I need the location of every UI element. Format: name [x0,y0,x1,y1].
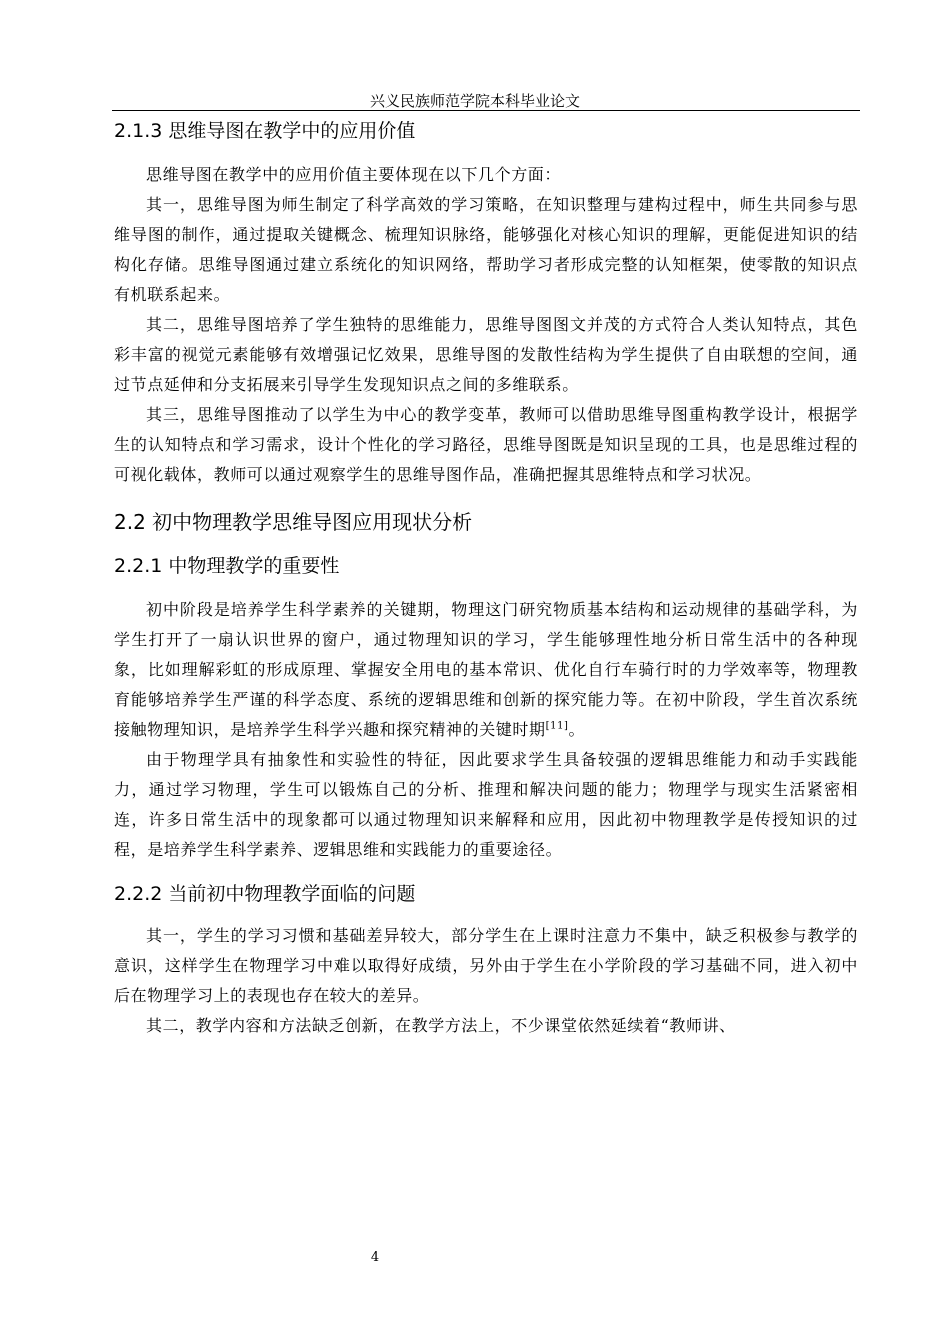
paragraph-text: 初中阶段是培养学生科学素养的关键期，物理这门研究物质基本结构和运动规律的基础学科，为学生打开了一扇认识世界的窗户，通过物理知识的学习，学生能够理性地分析日常生活中的各种现象，比如理解彩虹的形成原理、掌握安全用电的基本常识、优化自行车骑行时的力学效率等，物理教育能够培养学生严谨的科学态度、系统的逻辑思维和创新的探究能力等。在初中阶段，学生首次系统接触物理知识，是培养学生科学兴趣和探究精神的关键时期 [114,600,858,739]
heading-2-2-1: 2.2.1 中物理教学的重要性 [114,555,340,577]
body-content [114,116,858,1041]
header-rule [112,110,860,111]
paragraph: 由于物理学具有抽象性和实验性的特征，因此要求学生具备较强的逻辑思维能力和动手实践能力，通过学习物理，学生可以锻炼自己的分析、推理和解决问题的能力；物理学与现实生活紧密相连，许多日常生活中的现象都可以通过物理知识来解释和应用，因此初中物理教学是传授知识的过程，是培养学生科学素养、逻辑思维和实践能力的重要途径。 [114,750,858,859]
page-number: 4 [370,1250,380,1265]
paragraph [114,595,858,745]
paragraph: 其二，教学内容和方法缺乏创新，在教学方法上，不少课堂依然延续着“教师讲、 [146,1016,736,1035]
citation: [11] [545,720,569,732]
paragraph: 其二，思维导图培养了学生独特的思维能力，思维导图图文并茂的方式符合人类认知特点，其色彩丰富的视觉元素能够有效增强记忆效果，思维导图的发散性结构为学生提供了自由联想的空间，通过节点延伸和分支拓展来引导学生发现知识点之间的多维联系。 [114,315,858,394]
paragraph: 其三，思维导图推动了以学生为中心的教学变革，教师可以借助思维导图重构教学设计，根据学生的认知特点和学习需求，设计个性化的学习路径，思维导图既是知识呈现的工具，也是思维过程的可视化载体，教师可以通过观察学生的思维导图作品，准确把握其思维特点和学习状况。 [114,405,858,484]
heading-2-2-2: 2.2.2 当前初中物理教学面临的问题 [114,883,416,905]
paragraph: 其一，思维导图为师生制定了科学高效的学习策略，在知识整理与建构过程中，师生共同参与思维导图的制作，通过提取关键概念、梳理知识脉络，能够强化对核心知识的理解，更能促进知识的结构化存储。思维导图通过建立系统化的知识网络，帮助学习者形成完整的认知框架，使零散的知识点有机联系起来。 [114,195,858,304]
paragraph: 其一，学生的学习习惯和基础差异较大，部分学生在上课时注意力不集中，缺乏积极参与教学的意识，这样学生在物理学习中难以取得好成绩，另外由于学生在小学阶段的学习基础不同，进入初中后在物理学习上的表现也存在较大的差异。 [114,926,858,1005]
paragraph: 思维导图在教学中的应用价值主要体现在以下几个方面： [146,165,562,184]
heading-2-2: 2.2 初中物理教学思维导图应用现状分析 [114,510,473,534]
heading-2-1-3: 2.1.3 思维导图在教学中的应用价值 [114,120,416,142]
running-header: 兴义民族师范学院本科毕业论文 [369,92,580,110]
paragraph-end: 。 [568,720,586,739]
